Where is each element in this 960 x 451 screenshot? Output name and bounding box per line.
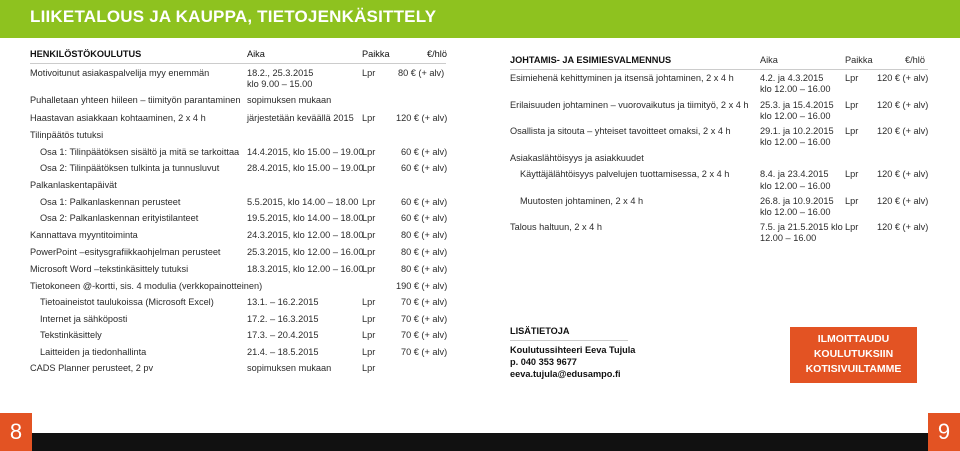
- course-name: Microsoft Word –tekstinkäsittely tutuksi: [30, 264, 189, 274]
- course-name: Muutosten johtaminen, 2 x 4 h: [520, 196, 644, 206]
- course-place: Lpr: [362, 314, 376, 324]
- course-place: Lpr: [362, 347, 376, 357]
- course-time: 25.3. ja 15.4.2015: [760, 100, 834, 110]
- course-time: sopimuksen mukaan: [247, 363, 332, 373]
- course-time-extra: klo 9.00 – 15.00: [247, 79, 313, 89]
- course-time-extra: klo 12.00 – 16.00: [760, 84, 831, 94]
- course-price: 60 € (+ alv): [401, 197, 448, 207]
- course-place: Lpr: [362, 297, 376, 307]
- right-header-price: €/hlö: [905, 55, 925, 65]
- footer-bar: [32, 433, 928, 451]
- course-place: Lpr: [362, 163, 376, 173]
- right-header-time: Aika: [760, 55, 778, 65]
- course-price: 60 € (+ alv): [401, 213, 448, 223]
- course-time-extra: klo 12.00 – 16.00: [760, 111, 831, 121]
- course-price: 120 € (+ alv): [877, 100, 929, 110]
- course-time: 5.5.2015, klo 14.00 – 18.00: [247, 197, 359, 207]
- callout-line-2: KOULUTUKSIIN: [813, 348, 894, 360]
- course-place: Lpr: [362, 113, 376, 123]
- course-place: Lpr: [845, 100, 859, 110]
- right-header-divider: [510, 69, 928, 70]
- course-name: PowerPoint –esitysgrafiikkaohjelman perusteet: [30, 247, 221, 257]
- course-place: Lpr: [362, 147, 376, 157]
- course-price: 120 € (+ alv): [877, 196, 929, 206]
- page-number-right: 9: [928, 413, 960, 451]
- course-group-title: Palkanlaskentapäivät: [30, 180, 117, 190]
- course-time: 25.3.2015, klo 12.00 – 16.00: [247, 247, 364, 257]
- page-number-left: 8: [0, 413, 32, 451]
- course-group-title: Tilinpäätös tutuksi: [30, 130, 104, 140]
- course-place: Lpr: [362, 230, 376, 240]
- course-price: 120 € (+ alv): [877, 126, 929, 136]
- course-price: 70 € (+ alv): [401, 297, 448, 307]
- course-price: 190 € (+ alv): [396, 281, 448, 291]
- course-time: 24.3.2015, klo 12.00 – 18.00: [247, 230, 364, 240]
- course-time: 26.8. ja 10.9.2015: [760, 196, 834, 206]
- course-price: 120 € (+ alv): [396, 113, 448, 123]
- course-name: Tietokoneen @-kortti, sis. 4 modulia (verkkopainotteinen): [30, 281, 263, 291]
- course-place: Lpr: [362, 264, 376, 274]
- course-name: Osa 2: Tilinpäätöksen tulkinta ja tunnusluvut: [40, 163, 220, 173]
- course-place: Lpr: [362, 363, 376, 373]
- course-price: 80 € (+ alv): [401, 264, 448, 274]
- course-place: Lpr: [362, 213, 376, 223]
- right-header-course: JOHTAMIS- JA ESIMIESVALMENNUS: [510, 55, 672, 65]
- course-time: 18.2., 25.3.2015: [247, 68, 314, 78]
- course-price: 120 € (+ alv): [877, 73, 929, 83]
- course-name: Talous haltuun, 2 x 4 h: [510, 222, 602, 232]
- course-time-extra: klo 12.00 – 16.00: [760, 181, 831, 191]
- course-price: 70 € (+ alv): [401, 314, 448, 324]
- course-name: Osa 1: Palkanlaskennan perusteet: [40, 197, 181, 207]
- course-time: 29.1. ja 10.2.2015: [760, 126, 834, 136]
- callout-line-3: KOTISIVUILTAMME: [805, 363, 902, 375]
- course-name: Laitteiden ja tiedonhallinta: [40, 347, 147, 357]
- course-place: Lpr: [362, 68, 376, 78]
- course-time-extra: klo 12.00 – 16.00: [760, 207, 831, 217]
- course-price: 80 € (+ alv): [401, 230, 448, 240]
- course-name: Tietoaineistot taulukoissa (Microsoft Excel): [40, 297, 214, 307]
- course-place: Lpr: [845, 126, 859, 136]
- course-place: Lpr: [845, 222, 859, 232]
- callout-line-1: ILMOITTAUDU: [817, 333, 890, 345]
- contact-email[interactable]: eeva.tujula@edusampo.fi: [510, 369, 621, 379]
- left-header-place: Paikka: [362, 49, 390, 59]
- course-price: 80 € (+ alv): [401, 247, 448, 257]
- course-place: Lpr: [845, 169, 859, 179]
- course-time: sopimuksen mukaan: [247, 95, 332, 105]
- course-name: Motivoitunut asiakaspalvelija myy enemmän: [30, 68, 210, 78]
- course-name: Haastavan asiakkaan kohtaaminen, 2 x 4 h: [30, 113, 206, 123]
- course-price: 70 € (+ alv): [401, 330, 448, 340]
- course-time: 7.5. ja 21.5.2015 klo: [760, 222, 843, 232]
- left-header-time: Aika: [247, 49, 265, 59]
- course-time: 17.3. – 20.4.2015: [247, 330, 319, 340]
- course-name: Osa 1: Tilinpäätöksen sisältö ja mitä se tarkoittaa: [40, 147, 240, 157]
- course-name: Internet ja sähköposti: [40, 314, 128, 324]
- course-name: CADS Planner perusteet, 2 pv: [30, 363, 154, 373]
- course-time: 8.4. ja 23.4.2015: [760, 169, 829, 179]
- course-time: 17.2. – 16.3.2015: [247, 314, 319, 324]
- course-price: 120 € (+ alv): [877, 222, 929, 232]
- course-place: Lpr: [845, 196, 859, 206]
- course-name: Esimiehenä kehittyminen ja itsensä johtaminen, 2 x 4 h: [510, 73, 734, 83]
- course-place: Lpr: [362, 247, 376, 257]
- section-banner: [0, 0, 960, 38]
- course-time: 28.4.2015, klo 15.00 – 19.00: [247, 163, 364, 173]
- contact-name: Koulutussihteeri Eeva Tujula: [510, 345, 636, 355]
- contact-heading: LISÄTIETOJA: [510, 326, 570, 336]
- contact-phone: p. 040 353 9677: [510, 357, 577, 367]
- course-name: Tekstinkäsittely: [40, 330, 102, 340]
- course-time: 18.3.2015, klo 12.00 – 16.00: [247, 264, 364, 274]
- course-time: 13.1. – 16.2.2015: [247, 297, 319, 307]
- course-name: Osallista ja sitouta – yhteiset tavoitteet omaksi, 2 x 4 h: [510, 126, 731, 136]
- left-header-divider: [30, 63, 446, 64]
- course-price: 60 € (+ alv): [401, 147, 448, 157]
- left-header-price: €/hlö: [427, 49, 447, 59]
- course-time-extra: klo 12.00 – 16.00: [760, 137, 831, 147]
- course-price: 70 € (+ alv): [401, 347, 448, 357]
- course-group-title: Asiakaslähtöisyys ja asiakkuudet: [510, 153, 644, 163]
- course-place: Lpr: [362, 197, 376, 207]
- course-time: 4.2. ja 4.3.2015: [760, 73, 824, 83]
- course-time: 21.4. – 18.5.2015: [247, 347, 319, 357]
- section-title: LIIKETALOUS JA KAUPPA, TIETOJENKÄSITTELY: [30, 7, 437, 26]
- course-price: 120 € (+ alv): [877, 169, 929, 179]
- course-name: Puhalletaan yhteen hiileen – tiimityön parantaminen: [30, 95, 241, 105]
- signup-callout[interactable]: [790, 327, 917, 383]
- course-price: 60 € (+ alv): [401, 163, 448, 173]
- course-name: Osa 2: Palkanlaskennan erityistilanteet: [40, 213, 199, 223]
- course-time: järjestetään keväällä 2015: [247, 113, 354, 123]
- course-name: Kannattava myyntitoiminta: [30, 230, 138, 240]
- course-price: 80 € (+ alv): [398, 68, 445, 78]
- course-name: Käyttäjälähtöisyys palvelujen tuottamisessa, 2 x 4 h: [520, 169, 730, 179]
- course-name: Erilaisuuden johtaminen – vuorovaikutus ja tiimityö, 2 x 4 h: [510, 100, 749, 110]
- course-place: Lpr: [845, 73, 859, 83]
- contact-divider: [510, 340, 628, 341]
- course-time-extra: 12.00 – 16.00: [760, 233, 817, 243]
- course-time: 19.5.2015, klo 14.00 – 18.00: [247, 213, 364, 223]
- right-header-place: Paikka: [845, 55, 873, 65]
- left-header-course: HENKILÖSTÖKOULUTUS: [30, 49, 142, 59]
- course-time: 14.4.2015, klo 15.00 – 19.00: [247, 147, 364, 157]
- course-place: Lpr: [362, 330, 376, 340]
